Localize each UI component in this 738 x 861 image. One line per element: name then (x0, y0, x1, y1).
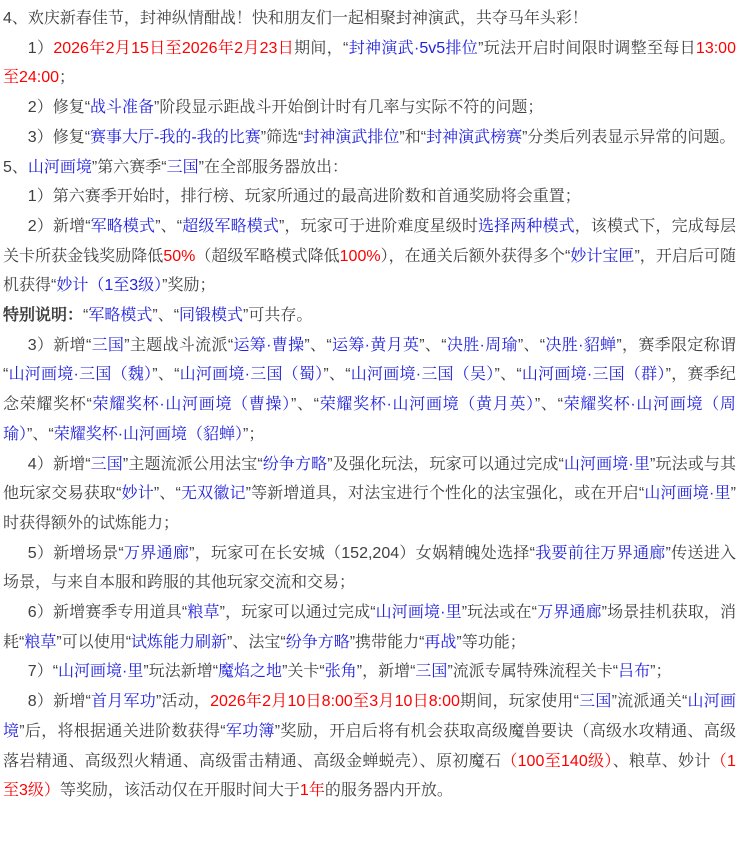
body-text: ”； (243, 425, 265, 443)
body-text: 3）修复“ (27, 128, 91, 146)
body-text: ），在通关后额外获得多个“ (380, 247, 571, 265)
game-term: 运筹·黄月英 (331, 336, 420, 354)
body-text: 、粮草、妙计 (612, 752, 711, 770)
game-term: 试炼能力刷新 (131, 633, 228, 651)
body-text: ”、“ (304, 336, 332, 354)
body-text: ”关卡“ (282, 663, 325, 681)
body-text: ”后，将根据通关进阶数获得“ (19, 722, 226, 740)
game-term: 粮草 (187, 604, 220, 622)
game-term: 山河画境·里 (563, 455, 651, 473)
patch-note-paragraph (3, 687, 736, 806)
body-text: ”传送进入场景，与来自本服和跨服的其他玩家交流和交易； (3, 544, 736, 592)
body-text: （超级军略模式降低 (195, 247, 340, 265)
game-term: 运筹·曹操 (233, 336, 305, 354)
body-text: ”、“ (419, 336, 447, 354)
body-text: 6）新增赛季专用道具“ (27, 604, 188, 622)
body-text: ”、“ (517, 336, 546, 354)
game-term: 军功簿 (225, 722, 275, 740)
game-term: 吕布 (618, 663, 651, 681)
patch-note-paragraph (3, 301, 736, 331)
body-text: ”、“ (152, 366, 180, 384)
patch-note-paragraph (3, 212, 736, 301)
patch-note-paragraph (3, 93, 736, 123)
patch-note-paragraph (3, 598, 736, 657)
game-term: 万界通廊 (123, 544, 190, 562)
game-term: 荣耀奖杯·山河画境（黄月英） (319, 396, 535, 414)
game-term: 荣耀奖杯·山河画境（貂蝉） (53, 425, 244, 443)
game-term: 山河画境·三国（吴） (350, 366, 495, 384)
body-text: ”第六赛季“ (91, 158, 167, 176)
body-text: ”、法宝“ (227, 633, 286, 651)
game-term: 妙计 (121, 485, 154, 503)
body-text: 期间，“ (294, 39, 349, 57)
game-term: 荣耀奖杯·山河画境（周瑜） (3, 396, 736, 443)
game-term: 封神演武排位 (303, 128, 400, 146)
game-term: 三国 (90, 455, 123, 473)
game-term: 战斗准备 (90, 99, 155, 117)
body-text: ”、“ (534, 396, 563, 414)
body-text: ”活动， (155, 693, 211, 711)
game-term: 万界通廊 (537, 604, 602, 622)
body-text: ”可共存。 (243, 307, 313, 325)
game-term: 纷争方略 (262, 455, 328, 473)
body-text: ”流派专属特殊流程关卡“ (447, 663, 619, 681)
patch-note-paragraph (3, 657, 736, 687)
game-term: 军略模式 (90, 217, 156, 235)
body-text: ”，玩家可于进阶难度星级时 (279, 217, 479, 235)
game-term: 再战 (424, 633, 457, 651)
game-term: 封神演武榜赛 (426, 128, 523, 146)
highlight-value: 13:00至24:00 (3, 39, 736, 87)
body-text: ”、“ (155, 217, 183, 235)
game-term: 妙计宝匣 (570, 247, 635, 265)
body-text: 1） (27, 39, 54, 57)
game-term: 魔焰之地 (218, 663, 283, 681)
body-text: ”、“ (153, 485, 181, 503)
game-term: 三国 (166, 158, 199, 176)
body-text: ”场景挂机获取，消耗“ (3, 604, 736, 651)
patch-note-paragraph (3, 153, 736, 183)
body-text: ”和“ (399, 128, 427, 146)
body-text: ”等新增道具，对法宝进行个性化的法宝强化，或在开启“ (245, 485, 645, 503)
body-text: ”玩法或在“ (461, 604, 538, 622)
body-text: 4、欢庆新春佳节，封神纵情酣战！快和朋友们一起相聚封神演武，共夺马年头彩！ (3, 10, 588, 27)
game-term: 山河画境·三国（魏） (8, 366, 153, 384)
body-text: 5）新增场景“ (27, 544, 124, 562)
body-text: 7）“ (27, 663, 59, 681)
highlight-value: （1至3级） (3, 752, 736, 800)
patch-note-paragraph (3, 123, 736, 153)
body-text: ”流派通关“ (611, 693, 688, 711)
game-term: 三国 (91, 336, 125, 354)
body-text: ”、“ (494, 366, 522, 384)
body-text: ”分类后列表显示异常的问题。 (522, 128, 736, 146)
patch-note-paragraph (3, 539, 736, 598)
game-term: 山河画境·三国（群） (521, 366, 666, 384)
game-term: 首月军功 (90, 693, 156, 711)
body-text: ”，玩家可以通过完成“ (219, 604, 376, 622)
body-text: ”、“ (27, 425, 54, 443)
body-text: 的服务器内开放。 (324, 782, 453, 800)
body-text: “ (83, 307, 89, 325)
body-text: ； (59, 69, 76, 87)
body-text: ”、“ (152, 307, 180, 325)
body-text: ”及强化玩法，玩家可以通过完成“ (327, 455, 564, 473)
body-text: ”携带能力“ (349, 633, 425, 651)
body-text: ”主题流派公用法宝“ (122, 455, 263, 473)
highlight-value: 2026年2月15日至2026年2月23日 (53, 39, 295, 57)
game-term: 赛事大厅-我的-我的比赛 (90, 128, 261, 146)
highlight-value: 2026年2月10日8:00至3月10日8:00 (210, 693, 460, 711)
game-term: 山河画境 (27, 158, 92, 176)
body-text: 2）新增“ (27, 217, 91, 235)
body-text: 2）修复“ (27, 99, 91, 117)
body-text: ”时获得额外的试炼能力； (3, 485, 736, 532)
body-text: ”，赛季纪念荣耀奖杯“ (3, 366, 736, 414)
body-text: ”、“ (323, 366, 351, 384)
game-term: 山河画境 (3, 693, 736, 740)
highlight-value: 1年 (299, 782, 325, 800)
body-text: ”主题战斗流派“ (124, 336, 234, 354)
game-term: 决胜·貂蝉 (545, 336, 617, 354)
highlight-value: 50% (163, 247, 196, 265)
body-text: ”玩法新增“ (143, 663, 219, 681)
body-text: ”在全部服务器放出： (198, 158, 348, 176)
highlight-value: 100% (339, 247, 381, 265)
body-text: ”，新增“ (356, 663, 416, 681)
body-text: ”奖励； (162, 277, 216, 295)
body-text: ”，玩家可在长安城（152,204）女娲精魄处选择“ (189, 544, 535, 562)
game-term: 妙计（1至3级） (56, 277, 163, 295)
note-label: 特别说明： (3, 307, 84, 325)
body-text: ”玩法或与其他玩家交易获取“ (3, 455, 736, 503)
game-term: 粮草 (24, 633, 57, 651)
patch-note-paragraph (3, 34, 736, 93)
game-term: 无双徽记 (180, 485, 246, 503)
game-term: 超级军略模式 (182, 217, 280, 235)
patch-note-paragraph (3, 450, 736, 539)
body-text: 4）新增“ (27, 455, 91, 473)
patch-note-paragraph (3, 182, 736, 212)
patch-note-paragraph (3, 331, 736, 450)
game-term: 选择两种模式 (478, 217, 575, 235)
game-term: 军略模式 (88, 307, 153, 325)
body-text: 3）新增“ (27, 336, 92, 354)
game-term: 纷争方略 (285, 633, 350, 651)
patch-note-paragraph (3, 4, 736, 34)
body-text: ”、“ (290, 396, 320, 414)
game-term: 张角 (324, 663, 357, 681)
body-text: ”等功能； (456, 633, 526, 651)
body-text: ”可以使用“ (56, 633, 132, 651)
body-text: ”，赛季限定称谓“ (3, 336, 736, 384)
body-text: ”阶段显示距战斗开始倒计时有几率与实际不符的问题； (154, 99, 544, 117)
game-term: 三国 (578, 693, 612, 711)
body-text: ”； (650, 663, 672, 681)
game-term: 决胜·周瑜 (446, 336, 518, 354)
game-term: 三国 (415, 663, 448, 681)
body-text: 等奖励，该活动仅在开服时间大于 (59, 782, 300, 800)
body-text: ”玩法开启时间限时调整至每日 (478, 39, 696, 57)
body-text: 5、 (3, 158, 28, 176)
game-term: 同锻模式 (179, 307, 244, 325)
game-term: 我要前往万界通廊 (534, 544, 666, 562)
game-term: 山河画境·里 (375, 604, 462, 622)
body-text: 期间，玩家使用“ (459, 693, 579, 711)
highlight-value: （100至140级） (501, 752, 613, 770)
body-text: ”筛选“ (260, 128, 304, 146)
body-text: 8）新增“ (27, 693, 91, 711)
body-text: ”奖励，开启后将有机会获取高级魔兽要诀（高级水攻精通、高级落岩精通、高级烈火精通、高级雷击精通、高级金蝉蜕壳）、原初魔石 (3, 722, 736, 770)
body-text: ”，开启后可随机获得“ (3, 247, 736, 295)
body-text: ，该模式下，完成每层关卡所获金钱奖励降低 (3, 217, 736, 265)
game-term: 山河画境·里 (58, 663, 144, 681)
game-term: 山河画境·三国（蜀） (179, 366, 324, 384)
game-term: 荣耀奖杯·山河画境（曹操） (91, 396, 291, 414)
body-text: 1）第六赛季开始时，排行榜、玩家所通过的最高进阶数和首通奖励将会重置； (27, 188, 581, 206)
game-term: 山河画境·里 (644, 485, 731, 503)
game-term: 封神演武·5v5排位 (348, 39, 479, 57)
